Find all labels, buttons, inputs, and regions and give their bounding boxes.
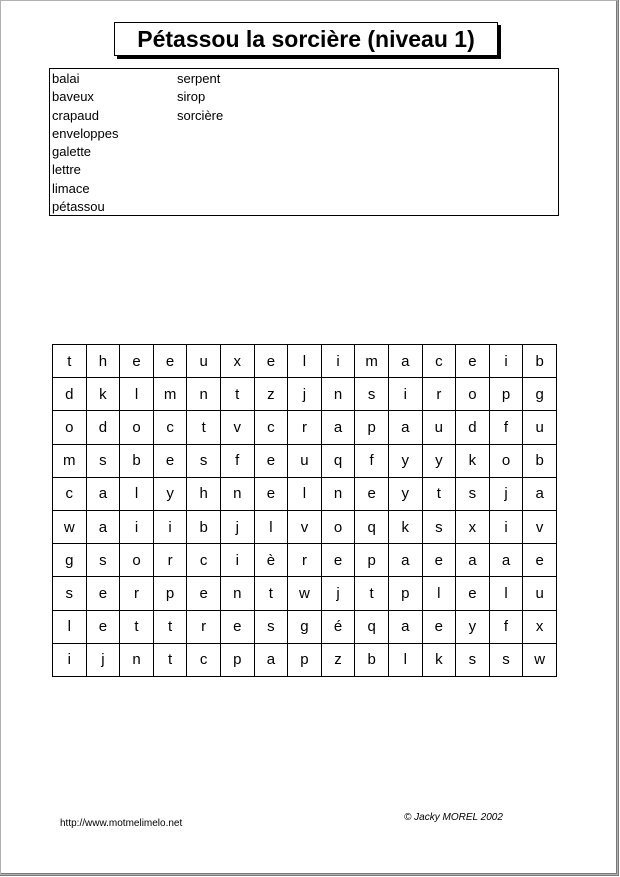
grid-cell[interactable]: p	[489, 378, 523, 411]
grid-cell[interactable]: o	[456, 378, 490, 411]
grid-cell[interactable]: c	[53, 477, 87, 510]
word-list-item: crapaud	[52, 107, 99, 123]
grid-cell[interactable]: e	[153, 345, 187, 378]
grid-cell[interactable]: s	[456, 477, 490, 510]
grid-cell[interactable]: y	[456, 610, 490, 643]
grid-row	[53, 510, 557, 543]
grid-cell[interactable]: t	[53, 345, 87, 378]
grid-cell[interactable]: h	[187, 477, 221, 510]
grid-cell[interactable]: r	[120, 577, 154, 610]
grid-cell[interactable]: t	[153, 610, 187, 643]
grid-cell[interactable]: l	[120, 477, 154, 510]
grid-cell[interactable]: r	[422, 378, 456, 411]
grid-cell[interactable]: n	[321, 477, 355, 510]
grid-cell[interactable]: r	[187, 610, 221, 643]
grid-cell[interactable]: t	[153, 643, 187, 676]
grid-cell[interactable]: t	[254, 577, 288, 610]
grid-cell[interactable]: a	[388, 345, 422, 378]
grid-cell[interactable]: z	[321, 643, 355, 676]
grid-cell[interactable]: i	[53, 643, 87, 676]
grid-cell[interactable]: è	[254, 544, 288, 577]
grid-cell[interactable]: n	[187, 378, 221, 411]
grid-cell[interactable]: k	[422, 643, 456, 676]
grid-cell[interactable]: e	[456, 345, 490, 378]
grid-cell[interactable]: l	[53, 610, 87, 643]
grid-cell[interactable]: i	[489, 345, 523, 378]
grid-cell[interactable]: i	[388, 378, 422, 411]
grid-cell[interactable]: b	[523, 345, 557, 378]
grid-row	[53, 444, 557, 477]
grid-cell[interactable]: l	[288, 477, 322, 510]
word-list-column-2	[177, 70, 223, 125]
grid-cell[interactable]: p	[388, 577, 422, 610]
grid-cell[interactable]: v	[220, 411, 254, 444]
grid-row	[53, 643, 557, 676]
grid-cell[interactable]: l	[288, 345, 322, 378]
word-list-item: balai	[52, 71, 80, 86]
grid-cell[interactable]: t	[187, 411, 221, 444]
grid-cell[interactable]: u	[422, 411, 456, 444]
title-box	[114, 22, 498, 56]
grid-cell[interactable]: j	[489, 477, 523, 510]
grid-cell[interactable]: l	[388, 643, 422, 676]
grid-cell[interactable]: a	[254, 643, 288, 676]
grid-cell[interactable]: i	[220, 544, 254, 577]
grid-cell[interactable]: b	[523, 444, 557, 477]
grid-cell[interactable]: d	[53, 378, 87, 411]
grid-cell[interactable]: o	[321, 510, 355, 543]
grid-cell[interactable]: g	[288, 610, 322, 643]
grid-cell[interactable]: j	[288, 378, 322, 411]
grid-cell[interactable]: f	[489, 411, 523, 444]
grid-cell[interactable]: f	[355, 444, 389, 477]
grid-cell[interactable]: s	[86, 444, 120, 477]
grid-cell[interactable]: a	[86, 510, 120, 543]
grid-cell[interactable]: n	[120, 643, 154, 676]
grid-cell[interactable]: t	[120, 610, 154, 643]
grid-cell[interactable]: i	[489, 510, 523, 543]
grid-cell[interactable]: c	[187, 643, 221, 676]
grid-cell[interactable]: i	[120, 510, 154, 543]
grid-cell[interactable]: e	[523, 544, 557, 577]
grid-cell[interactable]: e	[120, 345, 154, 378]
grid-cell[interactable]: a	[388, 610, 422, 643]
grid-cell[interactable]: f	[489, 610, 523, 643]
grid-cell[interactable]: b	[120, 444, 154, 477]
grid-cell[interactable]: s	[422, 510, 456, 543]
grid-cell[interactable]: p	[153, 577, 187, 610]
grid-cell[interactable]: y	[388, 477, 422, 510]
grid-cell[interactable]: e	[254, 444, 288, 477]
footer-url: http://www.motmelimelo.net	[60, 818, 183, 829]
grid-cell[interactable]: a	[86, 477, 120, 510]
grid-cell[interactable]: e	[254, 477, 288, 510]
grid-cell[interactable]: t	[220, 378, 254, 411]
grid-cell[interactable]: p	[288, 643, 322, 676]
grid-cell[interactable]: l	[489, 577, 523, 610]
grid-cell[interactable]: é	[321, 610, 355, 643]
grid-cell[interactable]: o	[489, 444, 523, 477]
grid-cell[interactable]: t	[355, 577, 389, 610]
grid-cell[interactable]: s	[254, 610, 288, 643]
grid-cell[interactable]: x	[220, 345, 254, 378]
grid-cell[interactable]: i	[321, 345, 355, 378]
grid-cell[interactable]: n	[220, 577, 254, 610]
grid-cell[interactable]: e	[422, 610, 456, 643]
grid-cell[interactable]: a	[523, 477, 557, 510]
grid-cell[interactable]: y	[422, 444, 456, 477]
grid-cell[interactable]: k	[456, 444, 490, 477]
grid-cell[interactable]: u	[523, 577, 557, 610]
grid-cell[interactable]: g	[53, 544, 87, 577]
grid-cell[interactable]: u	[288, 444, 322, 477]
grid-cell[interactable]: f	[220, 444, 254, 477]
grid-cell[interactable]: i	[153, 510, 187, 543]
grid-cell[interactable]: k	[388, 510, 422, 543]
grid-cell[interactable]: w	[523, 643, 557, 676]
grid-cell[interactable]: o	[120, 544, 154, 577]
grid-cell[interactable]: q	[355, 610, 389, 643]
grid-cell[interactable]: e	[187, 577, 221, 610]
grid-cell[interactable]: d	[86, 411, 120, 444]
grid-cell[interactable]: e	[321, 544, 355, 577]
grid-row	[53, 345, 557, 378]
grid-cell[interactable]: g	[523, 378, 557, 411]
grid-cell[interactable]: e	[422, 544, 456, 577]
grid-cell[interactable]: s	[187, 444, 221, 477]
word-list-column-1	[52, 70, 119, 216]
grid-cell[interactable]: a	[388, 411, 422, 444]
grid-row	[53, 477, 557, 510]
grid-cell[interactable]: h	[86, 345, 120, 378]
grid-cell[interactable]: q	[321, 444, 355, 477]
word-list-item: baveux	[52, 89, 94, 105]
grid-cell[interactable]: u	[523, 411, 557, 444]
grid-cell[interactable]: j	[86, 643, 120, 676]
footer-copyright: © Jacky MOREL 2002	[404, 812, 503, 823]
word-list-item: limace	[52, 180, 90, 196]
grid-row	[53, 577, 557, 610]
grid-cell[interactable]: u	[187, 345, 221, 378]
grid-cell[interactable]: v	[523, 510, 557, 543]
grid-cell[interactable]: k	[86, 378, 120, 411]
grid-cell[interactable]: x	[456, 510, 490, 543]
word-list-item: pétassou	[52, 199, 105, 215]
grid-cell[interactable]: b	[187, 510, 221, 543]
grid-cell[interactable]: r	[288, 544, 322, 577]
grid-cell[interactable]: q	[355, 510, 389, 543]
word-list-item: lettre	[52, 162, 81, 178]
grid-cell[interactable]: p	[355, 411, 389, 444]
grid-cell[interactable]: r	[153, 544, 187, 577]
grid-cell[interactable]: p	[355, 544, 389, 577]
grid-row	[53, 378, 557, 411]
grid-row	[53, 544, 557, 577]
grid-cell[interactable]: m	[53, 444, 87, 477]
grid-cell[interactable]: m	[355, 345, 389, 378]
grid-cell[interactable]: c	[254, 411, 288, 444]
grid-cell[interactable]: e	[355, 477, 389, 510]
page-title: Pétassou la sorcière (niveau 1)	[137, 25, 475, 52]
word-search-grid	[52, 344, 557, 677]
grid-cell[interactable]: s	[489, 643, 523, 676]
word-list-item: enveloppes	[52, 125, 119, 141]
grid-cell[interactable]: e	[86, 610, 120, 643]
grid-cell[interactable]: c	[422, 345, 456, 378]
grid-cell[interactable]: l	[422, 577, 456, 610]
grid-cell[interactable]: s	[53, 577, 87, 610]
grid-cell[interactable]: d	[456, 411, 490, 444]
grid-cell[interactable]: s	[86, 544, 120, 577]
grid-cell[interactable]: y	[388, 444, 422, 477]
grid-cell[interactable]: j	[321, 577, 355, 610]
grid-cell[interactable]: l	[254, 510, 288, 543]
grid-cell[interactable]: c	[187, 544, 221, 577]
grid-cell[interactable]: j	[220, 510, 254, 543]
word-list-item: serpent	[177, 71, 221, 86]
grid-row	[53, 610, 557, 643]
grid-cell[interactable]: e	[86, 577, 120, 610]
grid-cell[interactable]: a	[456, 544, 490, 577]
grid-cell[interactable]: a	[321, 411, 355, 444]
grid-cell[interactable]: z	[254, 378, 288, 411]
grid-cell[interactable]: s	[456, 643, 490, 676]
grid-cell[interactable]: e	[220, 610, 254, 643]
grid-row	[53, 411, 557, 444]
grid-cell[interactable]: e	[153, 444, 187, 477]
grid-cell[interactable]: e	[456, 577, 490, 610]
grid-cell[interactable]: n	[321, 378, 355, 411]
grid-cell[interactable]: s	[355, 378, 389, 411]
grid-cell[interactable]: o	[120, 411, 154, 444]
word-list-box	[49, 68, 559, 216]
grid-cell[interactable]: n	[220, 477, 254, 510]
grid-cell[interactable]: b	[355, 643, 389, 676]
grid-cell[interactable]: p	[220, 643, 254, 676]
grid-cell[interactable]: x	[523, 610, 557, 643]
grid-cell[interactable]: e	[254, 345, 288, 378]
grid-cell[interactable]: y	[153, 477, 187, 510]
grid-cell[interactable]: a	[388, 544, 422, 577]
word-list-item: sorcière	[177, 107, 224, 123]
word-list-item: galette	[52, 144, 92, 160]
grid-cell[interactable]: t	[422, 477, 456, 510]
grid-cell[interactable]: w	[288, 577, 322, 610]
grid-cell[interactable]: w	[53, 510, 87, 543]
grid-cell[interactable]: r	[288, 411, 322, 444]
word-list-item: sirop	[177, 89, 206, 105]
grid-cell[interactable]: o	[53, 411, 87, 444]
grid-cell[interactable]: l	[120, 378, 154, 411]
grid-cell[interactable]: c	[153, 411, 187, 444]
grid-cell[interactable]: a	[489, 544, 523, 577]
grid-cell[interactable]: v	[288, 510, 322, 543]
grid-cell[interactable]: m	[153, 378, 187, 411]
